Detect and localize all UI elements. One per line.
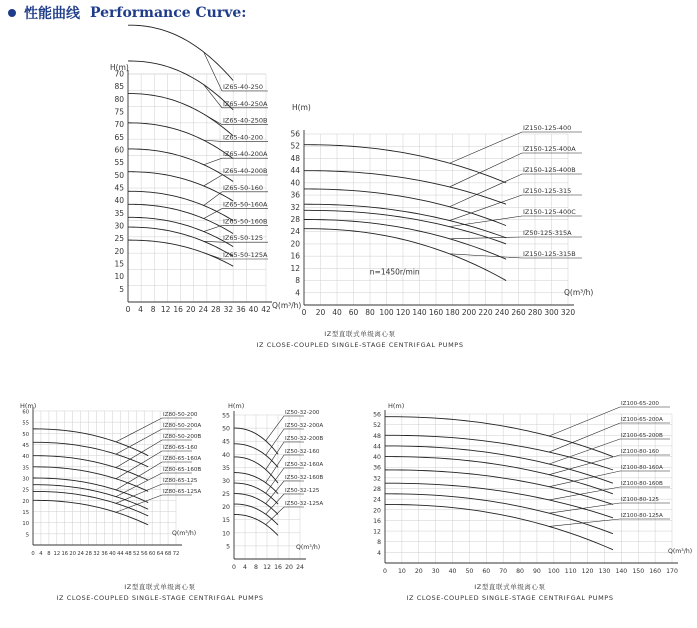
chart-c1	[110, 25, 301, 314]
curve-label: IZ65-50-125	[223, 234, 264, 243]
y-tick-label: 52	[373, 422, 381, 430]
x-tick-label: 8	[254, 564, 258, 571]
x-tick-label: 44	[117, 551, 124, 557]
curve-label: IZ65-50-160A	[223, 200, 268, 209]
y-tick-label: 65	[114, 132, 124, 142]
x-tick-label: 20	[414, 568, 423, 575]
x-axis-title: Q(m³/h)	[296, 544, 321, 551]
curve-label: IZ50-125-315A	[523, 229, 572, 237]
curve-label: IZ65-50-160	[223, 183, 264, 192]
y-tick-label: 12	[373, 528, 381, 536]
x-tick-label: 20	[315, 308, 326, 317]
y-tick-label: 25	[22, 487, 29, 494]
y-axis-title: H(m)	[228, 402, 245, 410]
curve-label: IZ65-50-160B	[223, 217, 268, 226]
y-tick-label: 40	[22, 454, 29, 461]
y-tick-label: 10	[22, 521, 29, 528]
curve-label: IZ150-125-400C	[523, 208, 576, 216]
y-tick-label: 8	[377, 539, 381, 547]
y-tick-label: 32	[290, 202, 300, 212]
curve-IZ100-65-200	[385, 417, 613, 457]
y-tick-label: 28	[373, 486, 381, 493]
leader-line	[450, 237, 582, 239]
y-tick-label: 50	[222, 425, 230, 433]
curve-label: IZ100-65-200A	[621, 417, 663, 423]
curve-label: IZ65-40-250A	[223, 99, 268, 108]
y-tick-label: 44	[290, 166, 300, 176]
curve-label: IZ150-125-400	[523, 124, 572, 132]
x-tick-label: 28	[211, 305, 221, 314]
grid-c3	[33, 411, 176, 545]
y-tick-label: 55	[114, 158, 124, 168]
curve-label: IZ150-125-315B	[523, 250, 576, 258]
x-tick-label: 170	[666, 568, 678, 575]
y-tick-label: 28	[290, 215, 300, 224]
y-tick-label: 25	[114, 234, 124, 244]
y-tick-label: 32	[373, 475, 381, 483]
y-tick-label: 20	[373, 507, 381, 515]
curve-label: IZ80-65-160A	[163, 456, 202, 462]
y-tick-label: 24	[290, 227, 300, 237]
y-tick-label: 70	[114, 120, 124, 130]
x-tick-label: 16	[61, 551, 69, 557]
y-tick-label: 40	[222, 451, 230, 459]
y-tick-label: 36	[373, 464, 381, 472]
y-tick-label: 55	[22, 420, 29, 427]
x-tick-label: 42	[261, 305, 271, 314]
y-tick-label: 80	[114, 94, 124, 104]
x-tick-label: 0	[232, 564, 236, 571]
curve-label: IZ65-40-200A	[223, 150, 268, 159]
y-tick-label: 25	[222, 491, 230, 499]
x-tick-label: 12	[160, 305, 171, 314]
y-tick-label: 35	[22, 465, 29, 472]
curve-IZ150-125-400	[304, 145, 506, 183]
y-tick-label: 5	[119, 284, 124, 294]
y-tick-label: 20	[22, 498, 29, 505]
x-tick-label: 8	[150, 305, 156, 314]
x-tick-label: 130	[598, 568, 611, 575]
x-tick-label: 80	[365, 308, 375, 317]
chart-c4	[222, 402, 323, 571]
speed-annotation: n=1450r/min	[369, 267, 420, 277]
x-tick-label: 64	[156, 551, 164, 557]
x-tick-label: 60	[348, 308, 359, 317]
curve-label: IZ100-80-160	[621, 449, 659, 455]
y-tick-label: 36	[290, 190, 300, 200]
x-tick-label: 240	[494, 308, 510, 317]
y-tick-label: 16	[373, 517, 381, 525]
curve-label: IZ80-50-200B	[163, 434, 202, 440]
curve-label: IZ100-80-160A	[621, 465, 663, 471]
y-tick-label: 50	[114, 170, 124, 180]
x-tick-label: 8	[47, 551, 51, 557]
x-tick-label: 40	[332, 308, 342, 317]
x-tick-label: 32	[223, 305, 234, 314]
curve-IZ65-40-250	[128, 25, 233, 80]
chart-c5	[373, 401, 692, 575]
curve-IZ80-65-125A	[33, 500, 148, 525]
x-tick-label: 20	[185, 305, 196, 314]
leader-line	[450, 216, 582, 227]
y-tick-label: 5	[226, 543, 230, 551]
y-tick-label: 16	[290, 251, 300, 261]
x-tick-label: 68	[164, 551, 172, 557]
curve-label: IZ80-50-200A	[163, 423, 202, 429]
caption-en-top: IZ CLOSE-COUPLED SINGLE-STAGE CENTRIFGAL PUMPS	[256, 341, 464, 349]
leader-line	[266, 507, 304, 525]
x-tick-label: 12	[263, 564, 271, 571]
x-tick-label: 70	[499, 568, 508, 575]
curve-label: IZ150-125-315	[523, 187, 572, 195]
x-tick-label: 72	[172, 551, 180, 557]
x-tick-label: 0	[301, 308, 307, 317]
y-tick-label: 20	[290, 239, 300, 249]
y-tick-label: 40	[114, 196, 124, 206]
x-tick-label: 180	[445, 308, 460, 317]
x-axis-title: Q(m³/h)	[272, 301, 302, 310]
caption-en-right: IZ CLOSE-COUPLED SINGLE-STAGE CENTRIFGAL PUMPS	[406, 594, 614, 602]
y-tick-label: 30	[22, 476, 29, 483]
chart-c2	[290, 103, 593, 317]
y-tick-label: 20	[222, 504, 230, 512]
y-axis-title: H(m)	[110, 63, 129, 72]
y-tick-label: 20	[114, 246, 124, 256]
curve-label: IZ50-32-200A	[285, 423, 324, 429]
curve-label: IZ150-125-400B	[523, 166, 576, 174]
curve-label: IZ50-32-160	[285, 449, 320, 455]
x-tick-label: 36	[236, 305, 246, 314]
x-tick-label: 52	[132, 551, 140, 557]
leader-line	[116, 495, 192, 512]
x-tick-label: 4	[138, 305, 143, 314]
y-tick-label: 15	[114, 259, 124, 269]
x-tick-label: 280	[527, 308, 543, 317]
curve-label: IZ100-80-160B	[621, 481, 663, 487]
x-tick-label: 60	[482, 568, 491, 575]
x-tick-label: 160	[428, 308, 444, 317]
x-axis-title: Q(m³/h)	[668, 548, 693, 555]
leader-line	[204, 158, 268, 165]
x-tick-label: 40	[248, 305, 259, 314]
curve-label: IZ65-40-250B	[223, 116, 268, 125]
y-tick-label: 4	[377, 549, 381, 557]
x-tick-label: 220	[478, 308, 493, 317]
x-tick-label: 16	[173, 305, 183, 314]
leader-line	[204, 225, 268, 231]
curve-IZ100-80-160	[385, 457, 613, 494]
x-tick-label: 100	[547, 568, 560, 575]
y-tick-label: 60	[114, 145, 124, 155]
y-tick-label: 70	[114, 69, 124, 79]
y-tick-label: 30	[222, 477, 230, 485]
curve-label: IZ100-80-125	[621, 497, 659, 503]
x-tick-label: 32	[93, 551, 100, 557]
y-tick-label: 10	[222, 530, 230, 538]
x-tick-label: 100	[379, 308, 394, 317]
curve-label: IZ100-80-125A	[621, 513, 663, 519]
heading-title-cn: 性能曲线	[24, 6, 80, 22]
x-tick-label: 10	[397, 568, 406, 575]
x-tick-label: 48	[125, 551, 132, 557]
y-tick-label: 85	[114, 82, 124, 92]
x-tick-label: 4	[243, 564, 247, 571]
y-tick-label: 4	[295, 288, 300, 298]
x-tick-label: 4	[39, 551, 43, 557]
y-axis-title: H(m)	[292, 103, 311, 112]
caption-cn-right: IZ型直联式单级离心泵	[474, 583, 546, 591]
y-tick-label: 24	[373, 496, 381, 504]
y-tick-label: 40	[373, 454, 381, 462]
x-tick-label: 56	[140, 551, 148, 557]
x-tick-label: 36	[101, 551, 108, 557]
y-tick-label: 12	[290, 263, 300, 273]
y-tick-label: 45	[222, 438, 230, 446]
curve-IZ100-80-125A	[385, 504, 613, 549]
x-tick-label: 40	[109, 551, 116, 557]
curve-label: IZ50-32-200B	[285, 436, 324, 442]
curve-IZ150-125-400A	[304, 171, 506, 205]
x-tick-label: 20	[285, 564, 293, 571]
x-tick-label: 150	[632, 568, 645, 575]
x-tick-label: 120	[581, 568, 594, 575]
y-axis-title: H(m)	[20, 402, 37, 410]
y-tick-label: 56	[290, 129, 300, 139]
caption-en-left: IZ CLOSE-COUPLED SINGLE-STAGE CENTRIFGAL PUMPS	[56, 594, 264, 602]
curve-label: IZ80-50-200	[163, 412, 198, 418]
curve-label: IZ65-40-200B	[223, 167, 268, 175]
curve-IZ80-65-160	[33, 467, 148, 492]
y-tick-label: 48	[290, 153, 300, 163]
x-tick-label: 120	[395, 308, 411, 317]
curve-label: IZ50-32-160A	[285, 462, 324, 468]
y-tick-label: 50	[22, 431, 29, 438]
caption-cn-top: IZ型直联式单级离心泵	[324, 330, 396, 338]
y-tick-label: 45	[114, 183, 124, 193]
y-tick-label: 48	[373, 432, 381, 440]
y-tick-label: 30	[114, 221, 124, 231]
y-tick-label: 60	[22, 409, 29, 416]
chart-c3	[20, 402, 201, 557]
y-tick-label: 10	[114, 272, 124, 282]
curve-IZ150-125-400C	[304, 210, 506, 244]
heading-title-en: Performance Curve:	[90, 5, 247, 21]
x-tick-label: 16	[274, 564, 282, 571]
x-tick-label: 24	[198, 305, 209, 314]
x-tick-label: 80	[516, 568, 524, 575]
x-tick-label: 30	[431, 568, 440, 575]
curve-label: IZ65-40-200	[223, 133, 264, 142]
y-tick-label: 75	[114, 107, 124, 117]
y-axis-title: H(m)	[388, 402, 405, 410]
x-tick-label: 28	[85, 551, 92, 557]
y-tick-label: 15	[22, 510, 29, 516]
x-tick-label: 200	[461, 308, 477, 317]
curve-label: IZ50-32-125A	[285, 501, 324, 507]
x-tick-label: 20	[69, 551, 77, 557]
x-tick-label: 320	[560, 308, 576, 317]
curve-label: IZ80-65-160	[163, 445, 198, 451]
curve-IZ100-80-125	[385, 494, 613, 534]
curve-IZ150-125-315	[304, 204, 506, 238]
x-axis-title: Q(m³/h)	[172, 530, 197, 537]
curve-label: IZ65-50-125A	[223, 251, 268, 259]
y-tick-label: 52	[290, 141, 300, 151]
x-tick-label: 50	[465, 568, 474, 575]
curve-label: IZ50-32-125	[285, 488, 320, 494]
curve-label: IZ80-65-125	[163, 478, 198, 484]
x-axis-title: Q(m³/h)	[564, 288, 594, 297]
curve-label: IZ100-65-200	[621, 401, 659, 407]
y-tick-label: 45	[22, 443, 29, 449]
curve-label: IZ80-65-160B	[163, 467, 202, 473]
y-tick-label: 35	[222, 464, 230, 472]
curve-label: IZ50-32-200	[285, 410, 320, 416]
y-tick-label: 15	[222, 517, 230, 525]
y-tick-label: 5	[25, 532, 29, 539]
y-tick-label: 44	[373, 443, 381, 451]
x-tick-label: 140	[615, 568, 628, 575]
x-tick-label: 0	[125, 305, 131, 314]
x-tick-label: 40	[448, 568, 457, 575]
y-tick-label: 56	[373, 411, 381, 419]
curve-label: IZ80-65-125A	[163, 489, 202, 495]
curve-label: IZ100-65-200B	[621, 433, 663, 439]
y-tick-label: 40	[290, 178, 300, 188]
x-tick-label: 12	[53, 551, 61, 557]
caption-cn-left: IZ型直联式单级离心泵	[124, 583, 196, 591]
x-tick-label: 110	[564, 568, 577, 575]
y-tick-label: 35	[114, 208, 124, 218]
x-tick-label: 24	[77, 551, 84, 557]
curve-IZ50-125-315A	[304, 220, 506, 260]
x-tick-label: 300	[544, 308, 559, 317]
x-tick-label: 60	[148, 551, 156, 557]
x-tick-label: 140	[412, 308, 427, 317]
x-tick-label: 0	[383, 568, 387, 575]
leader-line	[549, 519, 670, 526]
x-tick-label: 0	[31, 551, 35, 557]
x-tick-label: 90	[533, 568, 541, 575]
y-tick-label: 55	[222, 412, 230, 420]
x-tick-label: 160	[649, 568, 662, 575]
curve-label: IZ50-32-160B	[285, 475, 324, 481]
curve-label: IZ150-125-400A	[523, 145, 576, 153]
curve-label: IZ65-40-250	[223, 83, 264, 91]
x-tick-label: 260	[511, 308, 526, 317]
x-tick-label: 24	[296, 564, 304, 571]
y-tick-label: 8	[295, 276, 300, 286]
